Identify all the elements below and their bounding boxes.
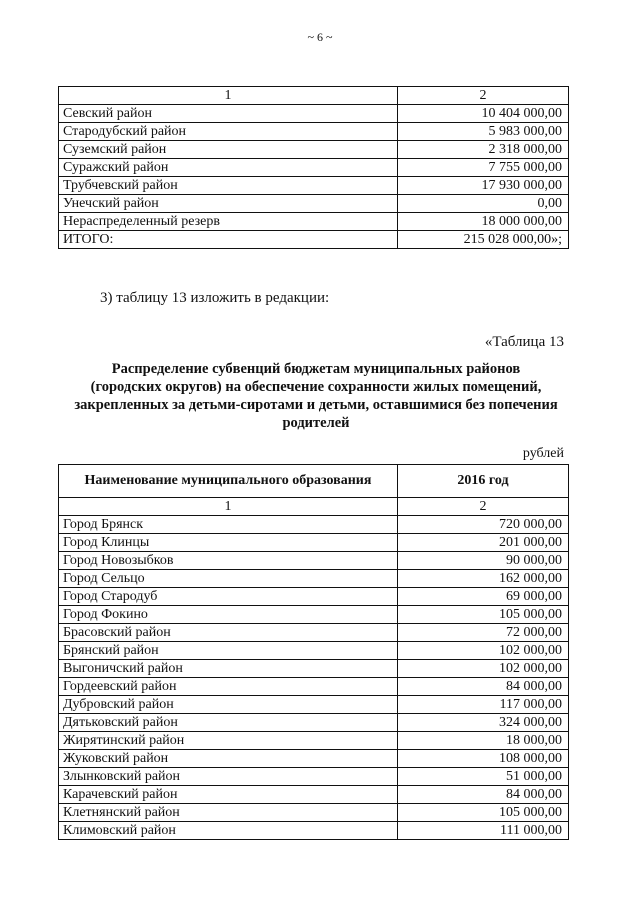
- column-index: 1: [59, 87, 398, 105]
- amount-value: 102 000,00: [398, 660, 569, 678]
- municipality-name: Жуковский район: [59, 750, 398, 768]
- table-row: [59, 804, 569, 822]
- amount-value: 90 000,00: [398, 552, 569, 570]
- table-row: [59, 786, 569, 804]
- municipality-name: Брасовский район: [59, 624, 398, 642]
- table-row: [59, 105, 569, 123]
- heading-line: родителей: [282, 415, 350, 431]
- municipality-name: Стародубский район: [59, 123, 398, 141]
- table-row: [59, 606, 569, 624]
- table-row: [59, 624, 569, 642]
- table-row: [59, 534, 569, 552]
- table-row: [59, 231, 569, 249]
- municipality-name: Гордеевский район: [59, 678, 398, 696]
- amount-value: 69 000,00: [398, 588, 569, 606]
- table-row: [59, 642, 569, 660]
- table-row: [59, 696, 569, 714]
- municipality-name: Город Клинцы: [59, 534, 398, 552]
- table-row: [59, 159, 569, 177]
- column-index-row: [59, 87, 569, 105]
- amount-value: 18 000 000,00: [398, 213, 569, 231]
- municipality-name: Суземский район: [59, 141, 398, 159]
- municipality-name: Дубровский район: [59, 696, 398, 714]
- table-row: [59, 732, 569, 750]
- municipality-name: Жирятинский район: [59, 732, 398, 750]
- amount-value: 10 404 000,00: [398, 105, 569, 123]
- subvention-table: [58, 464, 569, 840]
- table-row: [59, 570, 569, 588]
- column-header: 2016 год: [398, 465, 569, 498]
- table-row: [59, 141, 569, 159]
- amount-value: 0,00: [398, 195, 569, 213]
- table-row: [59, 213, 569, 231]
- municipality-name: Трубчевский район: [59, 177, 398, 195]
- table-row: [59, 552, 569, 570]
- municipality-name: Злынковский район: [59, 768, 398, 786]
- municipality-name: Клетнянский район: [59, 804, 398, 822]
- municipality-name: Город Брянск: [59, 516, 398, 534]
- table-row: [59, 123, 569, 141]
- table-row: [59, 177, 569, 195]
- amount-value: 105 000,00: [398, 606, 569, 624]
- table-row: [59, 195, 569, 213]
- column-index: 2: [398, 498, 569, 516]
- column-index: 1: [59, 498, 398, 516]
- amount-value: 105 000,00: [398, 804, 569, 822]
- heading-line: Распределение субвенций бюджетам муниципальных районов: [111, 361, 521, 377]
- amount-value: 215 028 000,00»;: [398, 231, 569, 249]
- table-row: [59, 822, 569, 840]
- municipality-name: Город Новозыбков: [59, 552, 398, 570]
- units-label: рублей: [522, 446, 564, 461]
- table-row: [59, 588, 569, 606]
- page-number: ~ 6 ~: [307, 30, 333, 44]
- amount-value: 72 000,00: [398, 624, 569, 642]
- table-row: [59, 678, 569, 696]
- amount-value: 2 318 000,00: [398, 141, 569, 159]
- table-heading: [56, 360, 576, 432]
- column-header: Наименование муниципального образования: [59, 465, 398, 498]
- amount-value: 201 000,00: [398, 534, 569, 552]
- table-row: [59, 516, 569, 534]
- municipality-name: Брянский район: [59, 642, 398, 660]
- amount-value: 84 000,00: [398, 786, 569, 804]
- amount-value: 108 000,00: [398, 750, 569, 768]
- municipality-name: Суражский район: [59, 159, 398, 177]
- heading-line: (городских округов) на обеспечение сохранности жилых помещений,: [90, 379, 542, 395]
- amount-value: 84 000,00: [398, 678, 569, 696]
- amount-value: 720 000,00: [398, 516, 569, 534]
- header-row: [59, 465, 569, 498]
- municipality-name: Выгоничский район: [59, 660, 398, 678]
- table-row: [59, 660, 569, 678]
- municipality-name: Город Стародуб: [59, 588, 398, 606]
- municipality-name: Дятьковский район: [59, 714, 398, 732]
- amount-value: 51 000,00: [398, 768, 569, 786]
- amount-value: 162 000,00: [398, 570, 569, 588]
- amount-value: 324 000,00: [398, 714, 569, 732]
- table-row: [59, 768, 569, 786]
- table-label: «Таблица 13: [484, 334, 564, 350]
- amendment-paragraph: 3) таблицу 13 изложить в редакции:: [100, 290, 330, 306]
- table-row: [59, 750, 569, 768]
- column-index: 2: [398, 87, 569, 105]
- municipality-name: Унечский район: [59, 195, 398, 213]
- table-row: [59, 714, 569, 732]
- continued-table: [58, 86, 569, 249]
- municipality-name: Нераспределенный резерв: [59, 213, 398, 231]
- amount-value: 18 000,00: [398, 732, 569, 750]
- amount-value: 102 000,00: [398, 642, 569, 660]
- amount-value: 111 000,00: [398, 822, 569, 840]
- municipality-name: Город Сельцо: [59, 570, 398, 588]
- municipality-name: Город Фокино: [59, 606, 398, 624]
- column-index-row: [59, 498, 569, 516]
- amount-value: 117 000,00: [398, 696, 569, 714]
- amount-value: 5 983 000,00: [398, 123, 569, 141]
- amount-value: 7 755 000,00: [398, 159, 569, 177]
- amount-value: 17 930 000,00: [398, 177, 569, 195]
- heading-line: закрепленных за детьми-сиротами и детьми, оставшимися без попечения: [74, 397, 558, 413]
- municipality-name: Севский район: [59, 105, 398, 123]
- municipality-name: Карачевский район: [59, 786, 398, 804]
- municipality-name: Климовский район: [59, 822, 398, 840]
- municipality-name: ИТОГО:: [59, 231, 398, 249]
